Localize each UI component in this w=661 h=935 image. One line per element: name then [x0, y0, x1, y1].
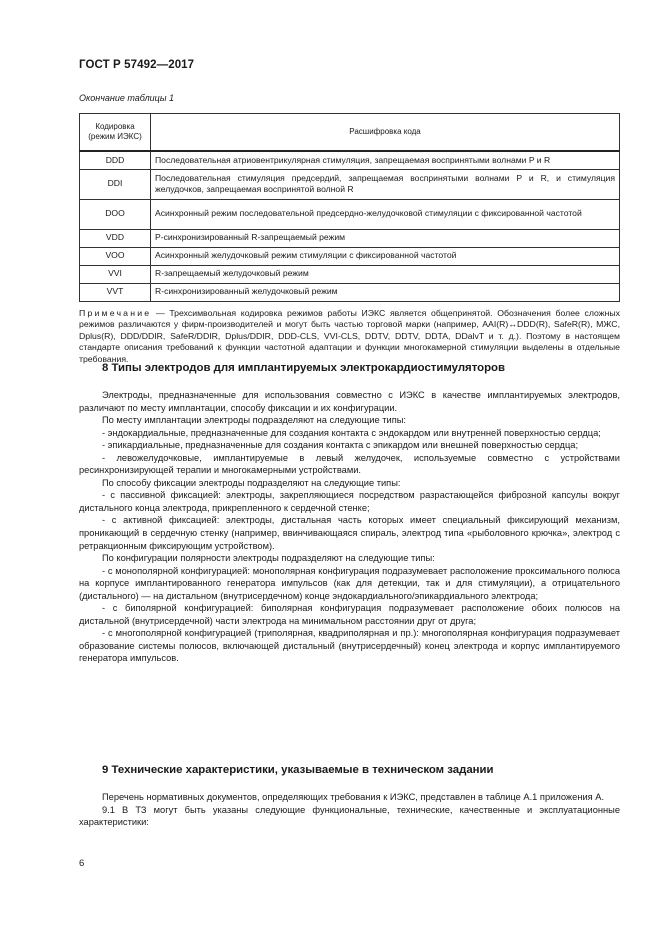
description-cell: Асинхронный режим последовательной предсердно-желудочковой стимуляции с фиксированной частотой [151, 199, 620, 229]
table-row [80, 283, 620, 301]
code-cell: VVT [80, 283, 151, 301]
table-row [80, 169, 620, 199]
paragraph: - левожелудочковые, имплантируемые в левый желудочек, используемые совместно с устройствами ресинхронизирующей терапии и многокамерными устройствами. [79, 452, 620, 476]
code-cell: VOO [80, 247, 151, 265]
description-cell: Последовательная атриовентрикулярная стимуляция, запрещаемая воспринятыми волнами P и R [151, 151, 620, 169]
section-8-heading: 8 Типы электродов для имплантируемых электрокардиостимуляторов [102, 362, 506, 374]
paragraph: - с многополярной конфигурацией (триполярная, квадриполярная и пр.): многополярная конфигурация подразумевает образование системы полюсов, включающей дистальный (внутрисердечный) конец электрода и корпус имплантируемого генератора импульсов. [79, 628, 620, 664]
table-header-row [80, 114, 620, 152]
code-cell: VVI [80, 265, 151, 283]
table-row [80, 247, 620, 265]
paragraph: - эпикардиальные, предназначенные для создания контакта с эпикардом или внешней поверхностью сердца; [102, 440, 579, 451]
code-cell: DDI [80, 169, 151, 199]
paragraph: - с монополярной конфигурацией: монополярная конфигурация подразумевает расположение проксимального полюса на корпусе имплантированного генератора импульсов (как для детекции, так и для стимуляции), а отрицательного (дистального) — на дистальном (внутрисердечном) конце эндокардиального/эпикардиального электрода; [79, 565, 620, 601]
paragraph: Электроды, предназначенные для использования совместно с ИЭКС в качестве имплантируемых электродов, различают по месту имплантации, способу фиксации и их конфигурации. [79, 390, 620, 413]
page-number: 6 [79, 858, 85, 869]
paragraph: 9.1 В ТЗ могут быть указаны следующие функциональные, технические, качественные и эксплуатационные характеристики: [79, 804, 620, 828]
table-caption: Окончание таблицы 1 [79, 93, 174, 103]
paragraph: Перечень нормативных документов, определяющих требования к ИЭКС, представлен в таблице А.1 приложения А. [102, 792, 605, 802]
description-cell: Последовательная стимуляция предсердий, запрещаемая воспринятыми волнами P и R, и стимуляция желудочков, запрещаемая воспринятой волной R [151, 169, 620, 199]
column-header-code: Кодировка (режим ИЭКС) [80, 114, 151, 152]
description-cell: Асинхронный желудочковый режим стимуляции с фиксированной частотой [151, 247, 620, 265]
paragraph: - эндокардиальные, предназначенные для создания контакта с эндокардом или внутренней поверхностью сердца; [102, 427, 601, 438]
description-cell: R-запрещаемый желудочковый режим [151, 265, 620, 283]
note-label: Примечание [79, 308, 152, 318]
description-cell: R-синхронизированный желудочковый режим [151, 283, 620, 301]
table-note [79, 308, 620, 365]
note-text: — Трехсимвольная кодировка режимов работы ИЭКС является общепринятой. Обозначения более сложных режимов различаются у фирм-производителей и могут быть частью торговой марки (например, AAI(R)↔DDD(R), SafeR(R), МЖС, Dplus(R), DDD/DDIR, SafeR/DDIR, Dplus/DDIR, DDD-CLS, VVI-CLS, DDTV, DDTV, DDTA, DDalvT и т. д.). Поэтому в настоящем стандарте описания требований к функции частотной адаптации и функции многокамерной стимуляции выделены в отдельные требования. [79, 308, 620, 364]
section-8-body [79, 389, 620, 665]
table-row [80, 199, 620, 229]
table-row [80, 229, 620, 247]
paragraph: По конфигурации полярности электроды подразделяют на следующие типы: [102, 553, 435, 564]
section-9-heading: 9 Технические характеристики, указываемые в техническом задании [102, 764, 494, 776]
code-cell: DOO [80, 199, 151, 229]
pacing-codes-table [79, 113, 620, 302]
table-row [80, 265, 620, 283]
column-header-description: Расшифровка кода [151, 114, 620, 152]
paragraph: По месту имплантации электроды подразделяют на следующие типы: [102, 415, 406, 426]
paragraph: По способу фиксации электроды подразделяют на следующие типы: [102, 477, 401, 488]
description-cell: P-синхронизированный R-запрещаемый режим [151, 229, 620, 247]
code-cell: DDD [80, 151, 151, 169]
paragraph: - с биполярной конфигурацией: биполярная конфигурация подразумевает расположение обоих полюсов на дистальной (внутрисердечной) части электрода на минимальном расстоянии друг от друга; [79, 603, 620, 626]
table-row [80, 151, 620, 169]
paragraph: - с пассивной фиксацией: электроды, закрепляющиеся посредством разрастающейся фиброзной капсулы вокруг дистального конца электрода, прикрепленного к сердечной стенке; [79, 490, 620, 513]
standard-header: ГОСТ Р 57492—2017 [79, 59, 195, 71]
paragraph: - с активной фиксацией: электроды, дистальная часть которых имеет специальный фиксирующий механизм, проникающий в сердечную стенку (например, ввинчивающаяся спираль, электрод типа «рыболовного крючка», электрод с ретракционным фиксирующим устройством). [79, 515, 620, 551]
code-cell: VDD [80, 229, 151, 247]
section-9-body [79, 791, 620, 829]
